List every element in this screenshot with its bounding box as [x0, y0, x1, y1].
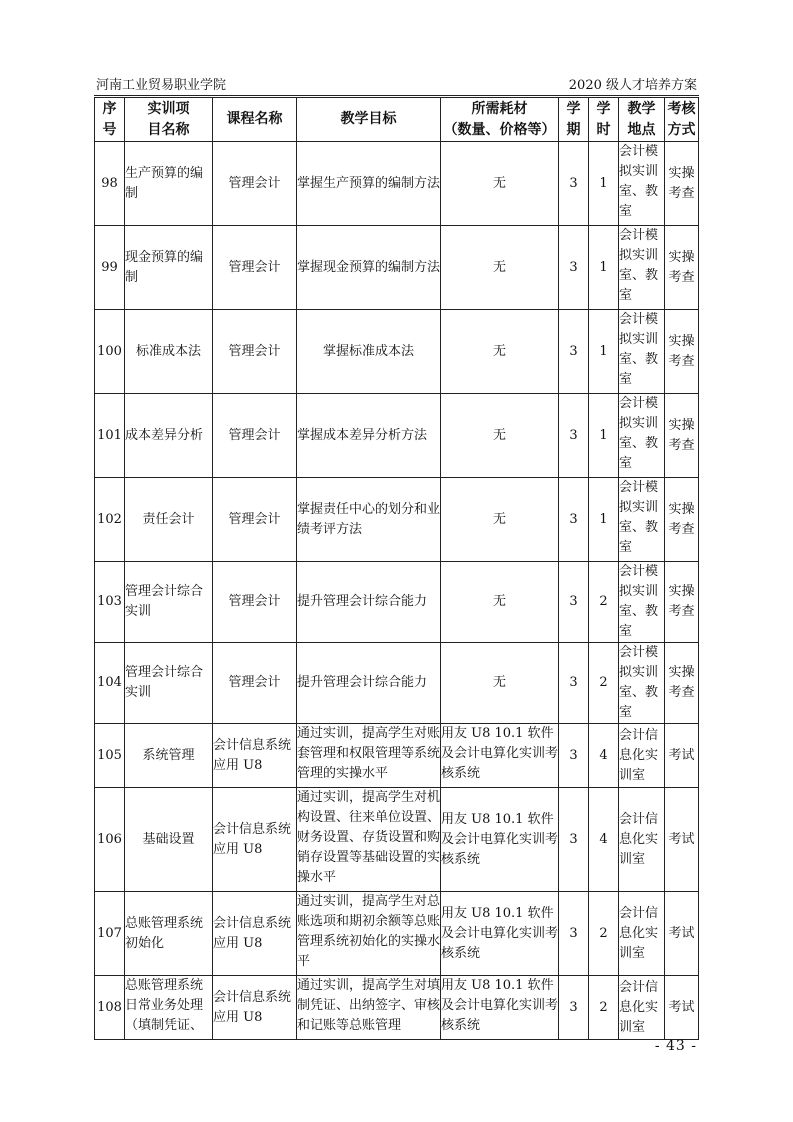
cell-location: 会计模拟实训室、教室 — [619, 562, 665, 643]
cell-hours: 1 — [589, 310, 619, 394]
cell-no: 98 — [95, 142, 125, 226]
cell-location: 会计信息化实训室 — [619, 976, 665, 1040]
cell-term: 3 — [559, 478, 589, 562]
col-header-term: 学 期 — [559, 98, 589, 142]
cell-assessment: 实操考查 — [665, 394, 699, 478]
table-row — [95, 562, 699, 643]
cell-materials: 无 — [441, 478, 559, 562]
cell-assessment: 实操考查 — [665, 142, 699, 226]
cell-term: 3 — [559, 976, 589, 1040]
cell-course: 会计信息系统应用 U8 — [213, 724, 297, 788]
cell-materials: 用友 U8 10.1 软件及会计电算化实训考核系统 — [441, 788, 559, 892]
cell-course: 管理会计 — [213, 478, 297, 562]
cell-term: 3 — [559, 724, 589, 788]
cell-assessment: 实操考查 — [665, 226, 699, 310]
cell-location: 会计模拟实训室、教室 — [619, 643, 665, 724]
cell-term: 3 — [559, 643, 589, 724]
cell-project: 责任会计 — [125, 478, 213, 562]
cell-goal: 掌握成本差异分析方法 — [297, 394, 441, 478]
cell-materials: 无 — [441, 643, 559, 724]
cell-project: 总账管理系统日常业务处理（填制凭证、 — [125, 976, 213, 1040]
cell-term: 3 — [559, 394, 589, 478]
cell-hours: 4 — [589, 724, 619, 788]
header-institution: 河南工业贸易职业学院 — [96, 78, 227, 93]
cell-hours: 2 — [589, 643, 619, 724]
cell-no: 108 — [95, 976, 125, 1040]
cell-location: 会计信息化实训室 — [619, 788, 665, 892]
cell-materials: 无 — [441, 142, 559, 226]
cell-hours: 2 — [589, 892, 619, 976]
cell-assessment: 实操考查 — [665, 478, 699, 562]
cell-project: 基础设置 — [125, 788, 213, 892]
cell-goal: 通过实训，提高学生对账套管理和权限管理等系统管理的实操水平 — [297, 724, 441, 788]
cell-goal: 掌握现金预算的编制方法 — [297, 226, 441, 310]
cell-project: 标准成本法 — [125, 310, 213, 394]
cell-materials: 无 — [441, 310, 559, 394]
cell-course: 会计信息系统应用 U8 — [213, 892, 297, 976]
cell-location: 会计模拟实训室、教室 — [619, 142, 665, 226]
cell-project: 现金预算的编制 — [125, 226, 213, 310]
cell-goal: 通过实训，提高学生对填制凭证、出纳签字、审核和记账等总账管理 — [297, 976, 441, 1040]
cell-goal: 提升管理会计综合能力 — [297, 562, 441, 643]
cell-term: 3 — [559, 562, 589, 643]
cell-assessment: 考试 — [665, 892, 699, 976]
cell-goal: 掌握责任中心的划分和业绩考评方法 — [297, 478, 441, 562]
cell-assessment: 考试 — [665, 788, 699, 892]
cell-project: 生产预算的编制 — [125, 142, 213, 226]
cell-no: 99 — [95, 226, 125, 310]
cell-assessment: 实操考查 — [665, 310, 699, 394]
header-rule — [94, 95, 699, 96]
cell-course: 管理会计 — [213, 562, 297, 643]
cell-location: 会计信息化实训室 — [619, 892, 665, 976]
cell-location: 会计模拟实训室、教室 — [619, 226, 665, 310]
cell-hours: 1 — [589, 142, 619, 226]
col-header-hours: 学 时 — [589, 98, 619, 142]
cell-hours: 2 — [589, 562, 619, 643]
table-row — [95, 976, 699, 1040]
col-header-goal: 教学目标 — [297, 98, 441, 142]
cell-term: 3 — [559, 788, 589, 892]
cell-materials: 无 — [441, 394, 559, 478]
cell-goal: 通过实训，提高学生对总账选项和期初余额等总账管理系统初始化的实操水平 — [297, 892, 441, 976]
cell-course: 管理会计 — [213, 643, 297, 724]
cell-hours: 2 — [589, 976, 619, 1040]
cell-materials: 用友 U8 10.1 软件及会计电算化实训考核系统 — [441, 892, 559, 976]
cell-goal: 掌握标准成本法 — [297, 310, 441, 394]
cell-course: 管理会计 — [213, 310, 297, 394]
cell-project: 总账管理系统初始化 — [125, 892, 213, 976]
cell-hours: 1 — [589, 478, 619, 562]
cell-project: 成本差异分析 — [125, 394, 213, 478]
cell-no: 107 — [95, 892, 125, 976]
cell-project: 管理会计综合实训 — [125, 643, 213, 724]
cell-hours: 4 — [589, 788, 619, 892]
cell-term: 3 — [559, 142, 589, 226]
cell-no: 102 — [95, 478, 125, 562]
cell-hours: 1 — [589, 226, 619, 310]
table-row — [95, 892, 699, 976]
cell-no: 103 — [95, 562, 125, 643]
cell-course: 管理会计 — [213, 394, 297, 478]
cell-project: 管理会计综合实训 — [125, 562, 213, 643]
col-header-location: 教学 地点 — [619, 98, 665, 142]
table-row — [95, 226, 699, 310]
header-doc-title: 2020 级人才培养方案 — [568, 78, 697, 93]
cell-materials: 用友 U8 10.1 软件及会计电算化实训考核系统 — [441, 976, 559, 1040]
cell-term: 3 — [559, 892, 589, 976]
cell-course: 管理会计 — [213, 142, 297, 226]
cell-course: 管理会计 — [213, 226, 297, 310]
cell-assessment: 实操考查 — [665, 643, 699, 724]
col-header-no: 序 号 — [95, 98, 125, 142]
cell-assessment: 实操考查 — [665, 562, 699, 643]
cell-course: 会计信息系统应用 U8 — [213, 976, 297, 1040]
cell-term: 3 — [559, 226, 589, 310]
cell-assessment: 考试 — [665, 976, 699, 1040]
cell-course: 会计信息系统应用 U8 — [213, 788, 297, 892]
cell-no: 106 — [95, 788, 125, 892]
cell-no: 105 — [95, 724, 125, 788]
cell-materials: 用友 U8 10.1 软件及会计电算化实训考核系统 — [441, 724, 559, 788]
cell-no: 101 — [95, 394, 125, 478]
training-table — [94, 97, 699, 1040]
col-header-course: 课程名称 — [213, 98, 297, 142]
cell-location: 会计信息化实训室 — [619, 724, 665, 788]
cell-materials: 无 — [441, 562, 559, 643]
page-number: - 43 - — [654, 1038, 697, 1054]
cell-no: 100 — [95, 310, 125, 394]
cell-goal: 掌握生产预算的编制方法 — [297, 142, 441, 226]
cell-term: 3 — [559, 310, 589, 394]
col-header-assessment: 考核 方式 — [665, 98, 699, 142]
cell-goal: 通过实训，提高学生对机构设置、往来单位设置、财务设置、存货设置和购销存设置等基础设置的实操水平 — [297, 788, 441, 892]
cell-hours: 1 — [589, 394, 619, 478]
table-row — [95, 142, 699, 226]
cell-assessment: 考试 — [665, 724, 699, 788]
table-row — [95, 724, 699, 788]
cell-location: 会计模拟实训室、教室 — [619, 478, 665, 562]
cell-materials: 无 — [441, 226, 559, 310]
cell-goal: 提升管理会计综合能力 — [297, 643, 441, 724]
table-row — [95, 478, 699, 562]
table-row — [95, 643, 699, 724]
col-header-project: 实训项 目名称 — [125, 98, 213, 142]
cell-project: 系统管理 — [125, 724, 213, 788]
header-row — [95, 98, 699, 142]
table-row — [95, 394, 699, 478]
col-header-materials: 所需耗材 （数量、价格等） — [441, 98, 559, 142]
cell-location: 会计模拟实训室、教室 — [619, 394, 665, 478]
cell-location: 会计模拟实训室、教室 — [619, 310, 665, 394]
table-row — [95, 310, 699, 394]
table-row — [95, 788, 699, 892]
cell-no: 104 — [95, 643, 125, 724]
